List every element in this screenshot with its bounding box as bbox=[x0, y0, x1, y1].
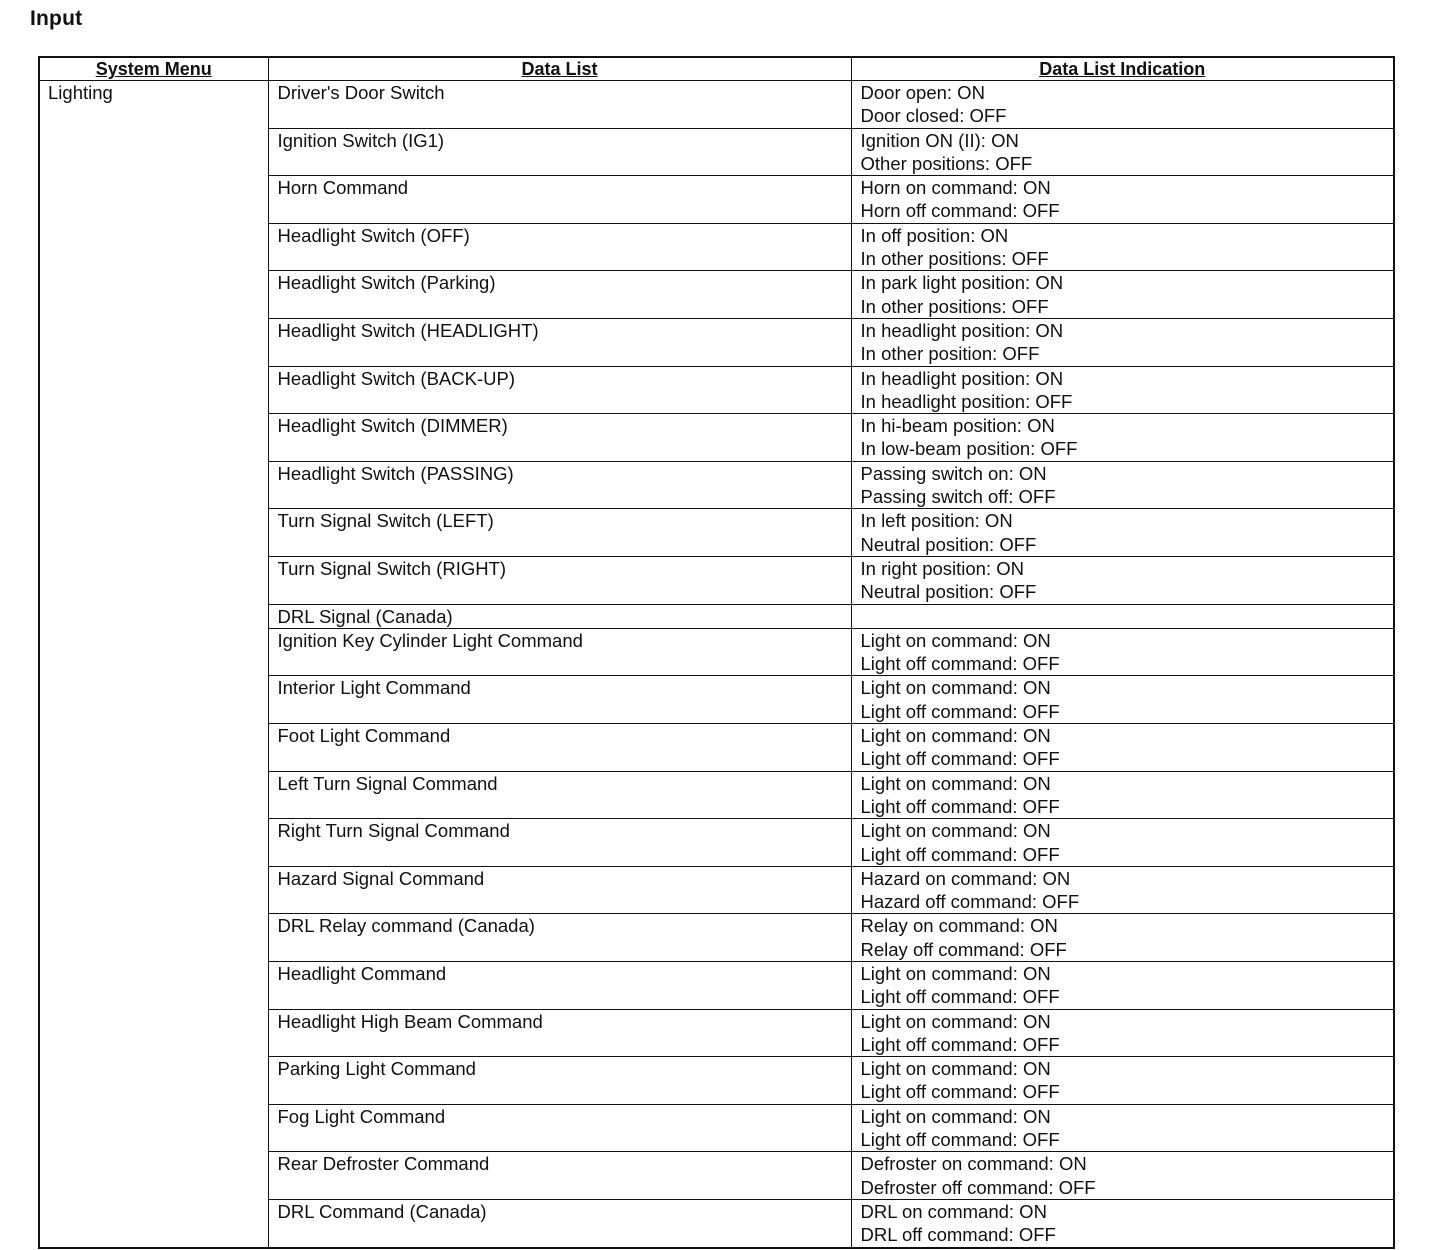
data-list-indication bbox=[851, 128, 1394, 176]
indication-off: DRL off command: OFF bbox=[860, 1224, 1056, 1246]
indication-off: Door closed: OFF bbox=[860, 105, 1007, 127]
indication-on: Light on command: ON bbox=[860, 1105, 1051, 1127]
indication-off: In low-beam position: OFF bbox=[860, 438, 1078, 460]
indication-off: Hazard off command: OFF bbox=[860, 891, 1080, 913]
indication-on: Light on command: ON bbox=[860, 629, 1051, 651]
data-list-indication bbox=[851, 866, 1394, 914]
data-list-item: Headlight Switch (Parking) bbox=[268, 271, 851, 319]
table-body bbox=[39, 81, 1394, 1248]
indication-off: Light off command: OFF bbox=[860, 748, 1060, 770]
indication-on: In headlight position: ON bbox=[860, 367, 1064, 389]
table-header-row bbox=[39, 57, 1394, 81]
indication-off: Light off command: OFF bbox=[860, 795, 1060, 817]
indication-off: Light off command: OFF bbox=[860, 700, 1060, 722]
indication-on: Light on command: ON bbox=[860, 962, 1051, 984]
data-list-indication bbox=[851, 556, 1394, 604]
data-list-indication bbox=[851, 771, 1394, 819]
data-list-indication bbox=[851, 223, 1394, 271]
table-row bbox=[39, 81, 1394, 129]
data-list-item: Ignition Key Cylinder Light Command bbox=[268, 628, 851, 676]
data-list-item: Foot Light Command bbox=[268, 724, 851, 772]
indication-on: In park light position: ON bbox=[860, 272, 1064, 294]
data-list-item: Horn Command bbox=[268, 176, 851, 224]
data-list-item: Headlight Switch (DIMMER) bbox=[268, 414, 851, 462]
data-list-item: Headlight Switch (BACK-UP) bbox=[268, 366, 851, 414]
indication-off: Light off command: OFF bbox=[860, 1129, 1060, 1151]
data-list-indication bbox=[851, 1009, 1394, 1057]
data-list-item: Turn Signal Switch (RIGHT) bbox=[268, 556, 851, 604]
data-list-indication bbox=[851, 176, 1394, 224]
data-list-item: Turn Signal Switch (LEFT) bbox=[268, 509, 851, 557]
indication-on: Light on command: ON bbox=[860, 820, 1051, 842]
section-title: Input bbox=[30, 7, 83, 30]
data-list-indication bbox=[851, 271, 1394, 319]
system-menu-cell: Lighting bbox=[39, 81, 268, 1248]
data-list-item: Rear Defroster Command bbox=[268, 1152, 851, 1200]
indication-on: In left position: ON bbox=[860, 510, 1013, 532]
indication-off: In other position: OFF bbox=[860, 343, 1040, 365]
indication-on: In off position: ON bbox=[860, 224, 1009, 246]
data-list-item: DRL Command (Canada) bbox=[268, 1199, 851, 1247]
indication-on: Defroster on command: ON bbox=[860, 1153, 1087, 1175]
indication-on: Relay on command: ON bbox=[860, 915, 1058, 937]
indication-off: In headlight position: OFF bbox=[860, 390, 1073, 412]
data-list-item: Fog Light Command bbox=[268, 1104, 851, 1152]
indication-on: Light on command: ON bbox=[860, 1010, 1051, 1032]
data-list-item: Headlight Switch (HEADLIGHT) bbox=[268, 318, 851, 366]
data-list-table bbox=[38, 56, 1395, 1249]
data-list-item: Parking Light Command bbox=[268, 1057, 851, 1105]
data-list-item: Driver's Door Switch bbox=[268, 81, 851, 129]
indication-off: Light off command: OFF bbox=[860, 1033, 1060, 1055]
indication-off: In other positions: OFF bbox=[860, 248, 1049, 270]
data-list-item: Headlight Command bbox=[268, 961, 851, 1009]
indication-on: Light on command: ON bbox=[860, 1058, 1051, 1080]
data-list-indication bbox=[851, 509, 1394, 557]
indication-on: DRL on command: ON bbox=[860, 1200, 1047, 1222]
data-list-item: Ignition Switch (IG1) bbox=[268, 128, 851, 176]
data-list-item: DRL Signal (Canada) bbox=[268, 604, 851, 628]
data-list-item: Headlight Switch (OFF) bbox=[268, 223, 851, 271]
data-list-indication bbox=[851, 366, 1394, 414]
data-list-indication bbox=[851, 461, 1394, 509]
data-list-item: Left Turn Signal Command bbox=[268, 771, 851, 819]
indication-off: Neutral position: OFF bbox=[860, 533, 1037, 555]
data-list-indication bbox=[851, 819, 1394, 867]
data-list-item: Headlight High Beam Command bbox=[268, 1009, 851, 1057]
indication-on: Ignition ON (II): ON bbox=[860, 129, 1019, 151]
indication-off: Defroster off command: OFF bbox=[860, 1176, 1096, 1198]
indication-on: Light on command: ON bbox=[860, 772, 1051, 794]
data-list-indication bbox=[851, 604, 1394, 628]
indication-off: Light off command: OFF bbox=[860, 843, 1060, 865]
data-list-indication bbox=[851, 724, 1394, 772]
data-list-indication bbox=[851, 676, 1394, 724]
data-list-item: Interior Light Command bbox=[268, 676, 851, 724]
indication-on: Hazard on command: ON bbox=[860, 867, 1071, 889]
data-list-indication bbox=[851, 961, 1394, 1009]
data-list-indication bbox=[851, 1152, 1394, 1200]
indication-off: Relay off command: OFF bbox=[860, 938, 1067, 960]
indication-off: Neutral position: OFF bbox=[860, 581, 1037, 603]
indication-on: Horn on command: ON bbox=[860, 177, 1051, 199]
indication-on: In headlight position: ON bbox=[860, 319, 1064, 341]
indication-off: In other positions: OFF bbox=[860, 295, 1049, 317]
indication-off: Other positions: OFF bbox=[860, 152, 1033, 174]
data-list-item: Headlight Switch (PASSING) bbox=[268, 461, 851, 509]
indication-off: Light off command: OFF bbox=[860, 986, 1060, 1008]
indication-on: Light on command: ON bbox=[860, 725, 1051, 747]
data-list-item: Hazard Signal Command bbox=[268, 866, 851, 914]
indication-off: Light off command: OFF bbox=[860, 653, 1060, 675]
data-list-indication bbox=[851, 914, 1394, 962]
data-list-item: DRL Relay command (Canada) bbox=[268, 914, 851, 962]
data-list-indication bbox=[851, 1104, 1394, 1152]
indication-on: In right position: ON bbox=[860, 557, 1024, 579]
data-list-indication bbox=[851, 318, 1394, 366]
header-system-menu: System Menu bbox=[39, 57, 268, 81]
data-list-indication bbox=[851, 628, 1394, 676]
indication-off: Horn off command: OFF bbox=[860, 200, 1060, 222]
data-list-indication bbox=[851, 81, 1394, 129]
indication-off: Passing switch off: OFF bbox=[860, 486, 1056, 508]
indication-off: Light off command: OFF bbox=[860, 1081, 1060, 1103]
indication-on: In hi-beam position: ON bbox=[860, 415, 1055, 437]
indication-on: Light on command: ON bbox=[860, 677, 1051, 699]
header-data-list: Data List bbox=[268, 57, 851, 81]
header-data-list-indication: Data List Indication bbox=[851, 57, 1394, 81]
data-list-indication bbox=[851, 1199, 1394, 1247]
indication-on: Passing switch on: ON bbox=[860, 462, 1047, 484]
indication-on: Door open: ON bbox=[860, 82, 985, 103]
data-list-indication bbox=[851, 1057, 1394, 1105]
data-list-item: Right Turn Signal Command bbox=[268, 819, 851, 867]
data-list-indication bbox=[851, 414, 1394, 462]
